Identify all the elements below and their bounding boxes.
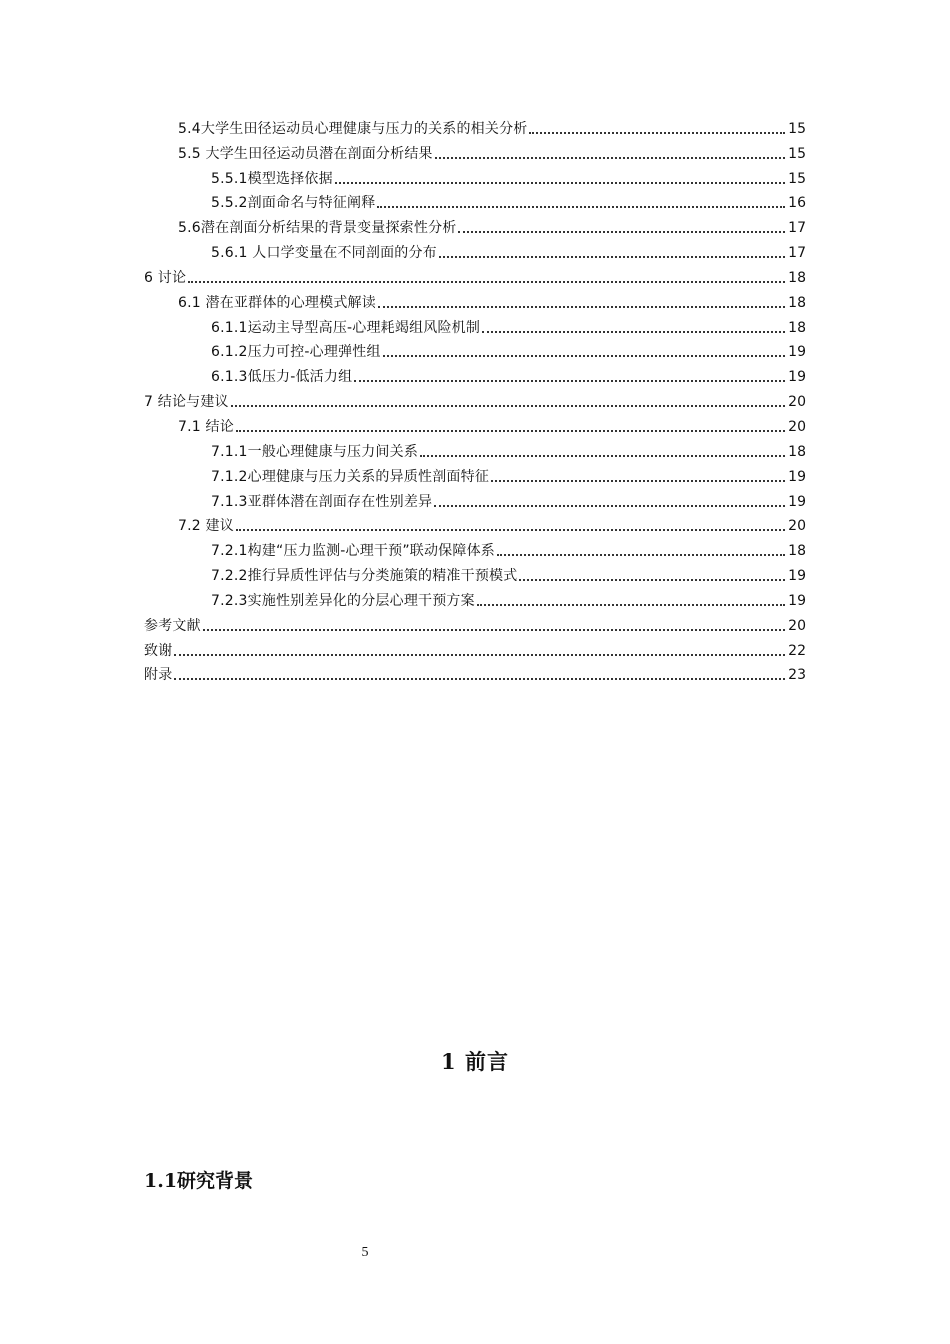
toc-entry[interactable] <box>144 215 806 240</box>
toc-entry-page: 15 <box>788 145 806 162</box>
toc-entry-page: 20 <box>788 394 806 411</box>
toc-entry-title: 参考文献 <box>144 617 201 634</box>
toc-entry-title: 6.1.2压力可控-心理弹性组 <box>211 344 381 361</box>
toc-entry[interactable] <box>144 116 806 141</box>
toc-entry-page: 19 <box>788 592 806 609</box>
toc-entry-title: 7.2.3实施性别差异化的分层心理干预方案 <box>211 592 475 609</box>
toc-entry[interactable] <box>144 240 806 265</box>
toc-entry-page: 19 <box>788 369 806 386</box>
section-heading: 1.1研究背景 <box>144 1170 254 1192</box>
toc-entry-title: 7 结论与建议 <box>144 394 229 411</box>
toc-entry-page: 20 <box>788 518 806 535</box>
toc-entry-title: 附录 <box>144 667 173 684</box>
toc-entry-title: 6.1 潜在亚群体的心理模式解读 <box>178 294 376 311</box>
toc-dot-leader <box>203 628 785 631</box>
toc-entry-title: 7.2.1构建“压力监测-心理干预”联动保障体系 <box>211 543 495 560</box>
toc-entry-title: 致谢 <box>144 642 173 659</box>
toc-entry-page: 19 <box>788 468 806 485</box>
toc-entry-title: 7.1 结论 <box>178 418 234 435</box>
toc-entry[interactable] <box>144 489 806 514</box>
toc-dot-leader <box>491 479 785 482</box>
toc-entry-title: 6.1.1运动主导型高压-心理耗竭组风险机制 <box>211 319 481 336</box>
toc-entry[interactable] <box>144 588 806 613</box>
toc-entry-page: 20 <box>788 617 806 634</box>
toc-dot-leader <box>529 131 785 134</box>
toc-entry-title: 7.1.3亚群体潜在剖面存在性别差异 <box>211 493 433 510</box>
toc-dot-leader <box>377 205 785 208</box>
toc-entry[interactable] <box>144 439 806 464</box>
toc-entry[interactable] <box>144 340 806 365</box>
toc-dot-leader <box>439 255 785 258</box>
toc-dot-leader <box>434 504 785 507</box>
toc-dot-leader <box>378 305 785 308</box>
toc-dot-leader <box>188 280 785 283</box>
toc-dot-leader <box>477 603 785 606</box>
toc-entry[interactable] <box>144 638 806 663</box>
toc-dot-leader <box>482 330 785 333</box>
toc-dot-leader <box>354 379 785 382</box>
toc-dot-leader <box>458 230 785 233</box>
toc-dot-leader <box>383 354 785 357</box>
toc-entry-page: 15 <box>788 170 806 187</box>
toc-entry[interactable] <box>144 563 806 588</box>
toc-entry[interactable] <box>144 364 806 389</box>
toc-dot-leader <box>231 404 785 407</box>
toc-entry-page: 18 <box>788 443 806 460</box>
toc-entry-page: 16 <box>788 195 806 212</box>
toc-entry[interactable] <box>144 141 806 166</box>
toc-dot-leader <box>435 156 785 159</box>
toc-entry-page: 22 <box>788 642 806 659</box>
toc-dot-leader <box>335 181 785 184</box>
toc-entry-page: 17 <box>788 220 806 237</box>
toc-entry[interactable] <box>144 166 806 191</box>
toc-entry-page: 19 <box>788 344 806 361</box>
toc-entry[interactable] <box>144 538 806 563</box>
toc-entry-title: 7.2.2推行异质性评估与分类施策的精准干预模式 <box>211 568 518 585</box>
chapter-heading: 1 前言 <box>441 1049 509 1074</box>
toc-entry[interactable] <box>144 315 806 340</box>
toc-entry[interactable] <box>144 290 806 315</box>
toc-dot-leader <box>174 653 785 656</box>
toc-dot-leader <box>497 553 785 556</box>
toc-entry-page: 18 <box>788 319 806 336</box>
toc-entry-title: 5.6潜在剖面分析结果的背景变量探索性分析 <box>178 220 457 237</box>
toc-dot-leader <box>236 528 785 531</box>
toc-dot-leader <box>174 677 785 680</box>
toc-entry-page: 17 <box>788 245 806 262</box>
toc-entry-page: 19 <box>788 568 806 585</box>
toc-entry-page: 18 <box>788 543 806 560</box>
toc-entry-page: 19 <box>788 493 806 510</box>
toc-dot-leader <box>519 578 785 581</box>
toc-entry[interactable] <box>144 191 806 216</box>
toc-entry[interactable] <box>144 389 806 414</box>
toc-entry-page: 18 <box>788 269 806 286</box>
toc-entry-page: 23 <box>788 667 806 684</box>
toc-entry-title: 7.1.1一般心理健康与压力间关系 <box>211 443 419 460</box>
toc-entry-title: 5.5.2剖面命名与特征阐释 <box>211 195 376 212</box>
toc-dot-leader <box>236 429 785 432</box>
toc-entry-title: 6 讨论 <box>144 269 187 286</box>
toc-entry[interactable] <box>144 514 806 539</box>
toc-entry-title: 5.6.1 人口学变量在不同剖面的分布 <box>211 245 437 262</box>
toc-entry-page: 20 <box>788 418 806 435</box>
toc-entry-page: 15 <box>788 120 806 137</box>
toc-entry-page: 18 <box>788 294 806 311</box>
toc-entry[interactable] <box>144 613 806 638</box>
toc-entry-title: 6.1.3低压力-低活力组 <box>211 369 353 386</box>
toc-entry[interactable] <box>144 265 806 290</box>
table-of-contents <box>144 116 806 687</box>
toc-entry[interactable] <box>144 464 806 489</box>
toc-entry-title: 5.4大学生田径运动员心理健康与压力的关系的相关分析 <box>178 120 528 137</box>
toc-entry-title: 5.5.1模型选择依据 <box>211 170 333 187</box>
toc-entry[interactable] <box>144 663 806 688</box>
toc-dot-leader <box>420 454 785 457</box>
page-number: 5 <box>361 1245 369 1260</box>
toc-entry-title: 7.2 建议 <box>178 518 234 535</box>
toc-entry-title: 5.5 大学生田径运动员潜在剖面分析结果 <box>178 145 433 162</box>
toc-entry[interactable] <box>144 414 806 439</box>
toc-entry-title: 7.1.2心理健康与压力关系的异质性剖面特征 <box>211 468 490 485</box>
